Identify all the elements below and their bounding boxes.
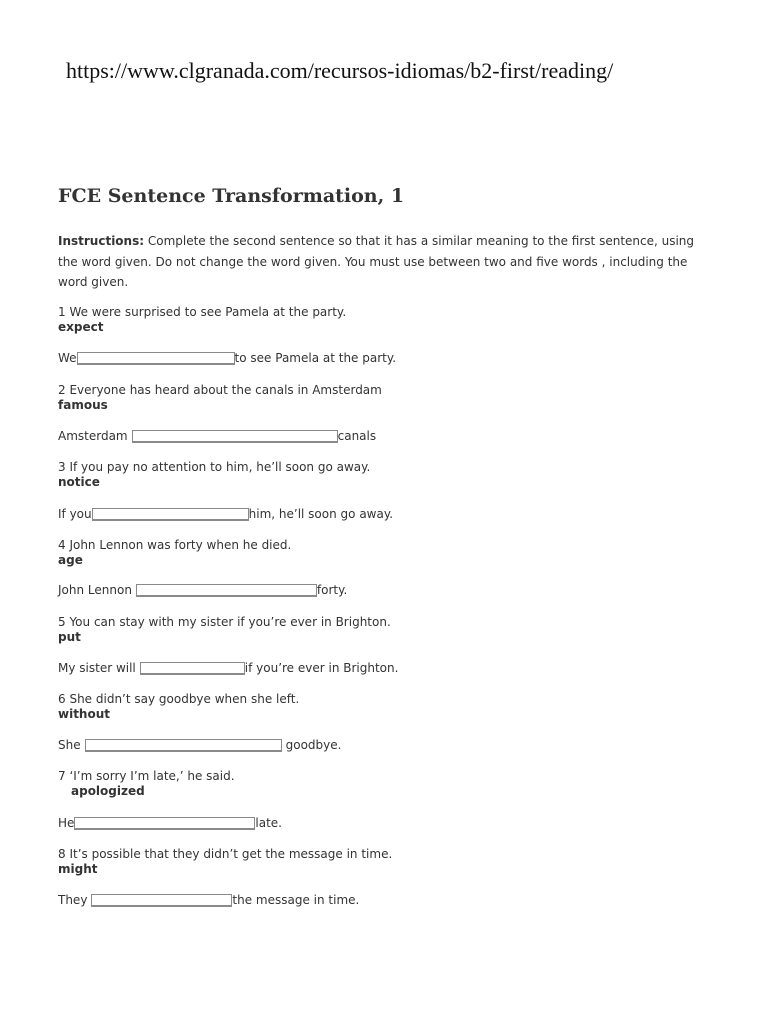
key-word: notice [58,475,100,489]
answer-sentence [58,350,396,366]
answer-sentence [58,892,359,908]
sentence-start: They [58,893,88,907]
answer-field[interactable] [85,739,282,752]
answer-field[interactable] [136,584,317,597]
answer-sentence [58,737,341,753]
exercise-item-3 [58,460,708,521]
sentence-start: We [58,351,77,365]
sentence-start: John Lennon [58,583,132,597]
sentence-end: forty. [316,583,348,597]
key-word: apologized [71,784,145,798]
exercise-item-1 [58,305,708,365]
page-title: FCE Sentence Transformation, 1 [58,185,405,207]
question-text: 1 We were surprised to see Pamela at the party. [58,305,347,319]
exercise-item-5 [58,615,708,675]
answer-field[interactable] [91,894,232,907]
answer-sentence [58,660,398,676]
sentence-end: the message in time. [232,893,360,907]
exercise-item-6 [58,692,708,752]
answer-sentence [58,582,347,598]
key-word: expect [58,320,104,334]
instructions-label: Instructions: [58,234,145,248]
key-word: age [58,553,83,567]
source-url: https://www.clgranada.com/recursos-idiomas/b2-first/reading/ [66,58,614,83]
answer-sentence [58,506,393,522]
question-text: 5 You can stay with my sister if you’re ever in Brighton. [58,615,391,629]
answer-field[interactable] [77,352,235,365]
answer-field[interactable] [74,817,255,830]
question-text: 7 ‘I’m sorry I’m late,’ he said. [58,769,235,783]
answer-field[interactable] [140,662,245,675]
sentence-end: if you’re ever in Brighton. [244,661,399,675]
key-word: famous [58,398,108,412]
question-text: 3 If you pay no attention to him, he’ll soon go away. [58,460,371,474]
instructions [58,231,708,293]
sentence-end: to see Pamela at the party. [234,351,397,365]
sentence-start: He [58,816,75,830]
answer-sentence [58,428,376,444]
answer-field[interactable] [92,508,249,521]
sentence-start: My sister will [58,661,136,675]
exercise-item-2 [58,383,708,443]
sentence-start: If you [58,507,92,521]
exercise-item-7 [58,769,708,830]
key-word: put [58,630,81,644]
sentence-end: late. [255,816,282,830]
sentence-end: canals [337,429,377,443]
question-text: 2 Everyone has heard about the canals in Amsterdam [58,383,382,397]
sentence-end: him, he’ll soon go away. [248,507,394,521]
key-word: without [58,707,111,721]
question-text: 4 John Lennon was forty when he died. [58,538,292,552]
exercise-item-4 [58,538,708,597]
key-word: might [58,862,98,876]
sentence-start: She [58,738,81,752]
instructions-text: Complete the second sentence so that it has a similar meaning to the first sentence, using the word given. Do not change the word given. You must use between two and five words , including the word given. [58,234,695,289]
sentence-start: Amsterdam [58,429,128,443]
question-text: 6 She didn’t say goodbye when she left. [58,692,300,706]
sentence-end: goodbye. [285,738,342,752]
answer-sentence [58,815,282,831]
question-text: 8 It’s possible that they didn’t get the message in time. [58,847,393,861]
exercise-item-8 [58,847,708,907]
answer-field[interactable] [132,430,338,443]
